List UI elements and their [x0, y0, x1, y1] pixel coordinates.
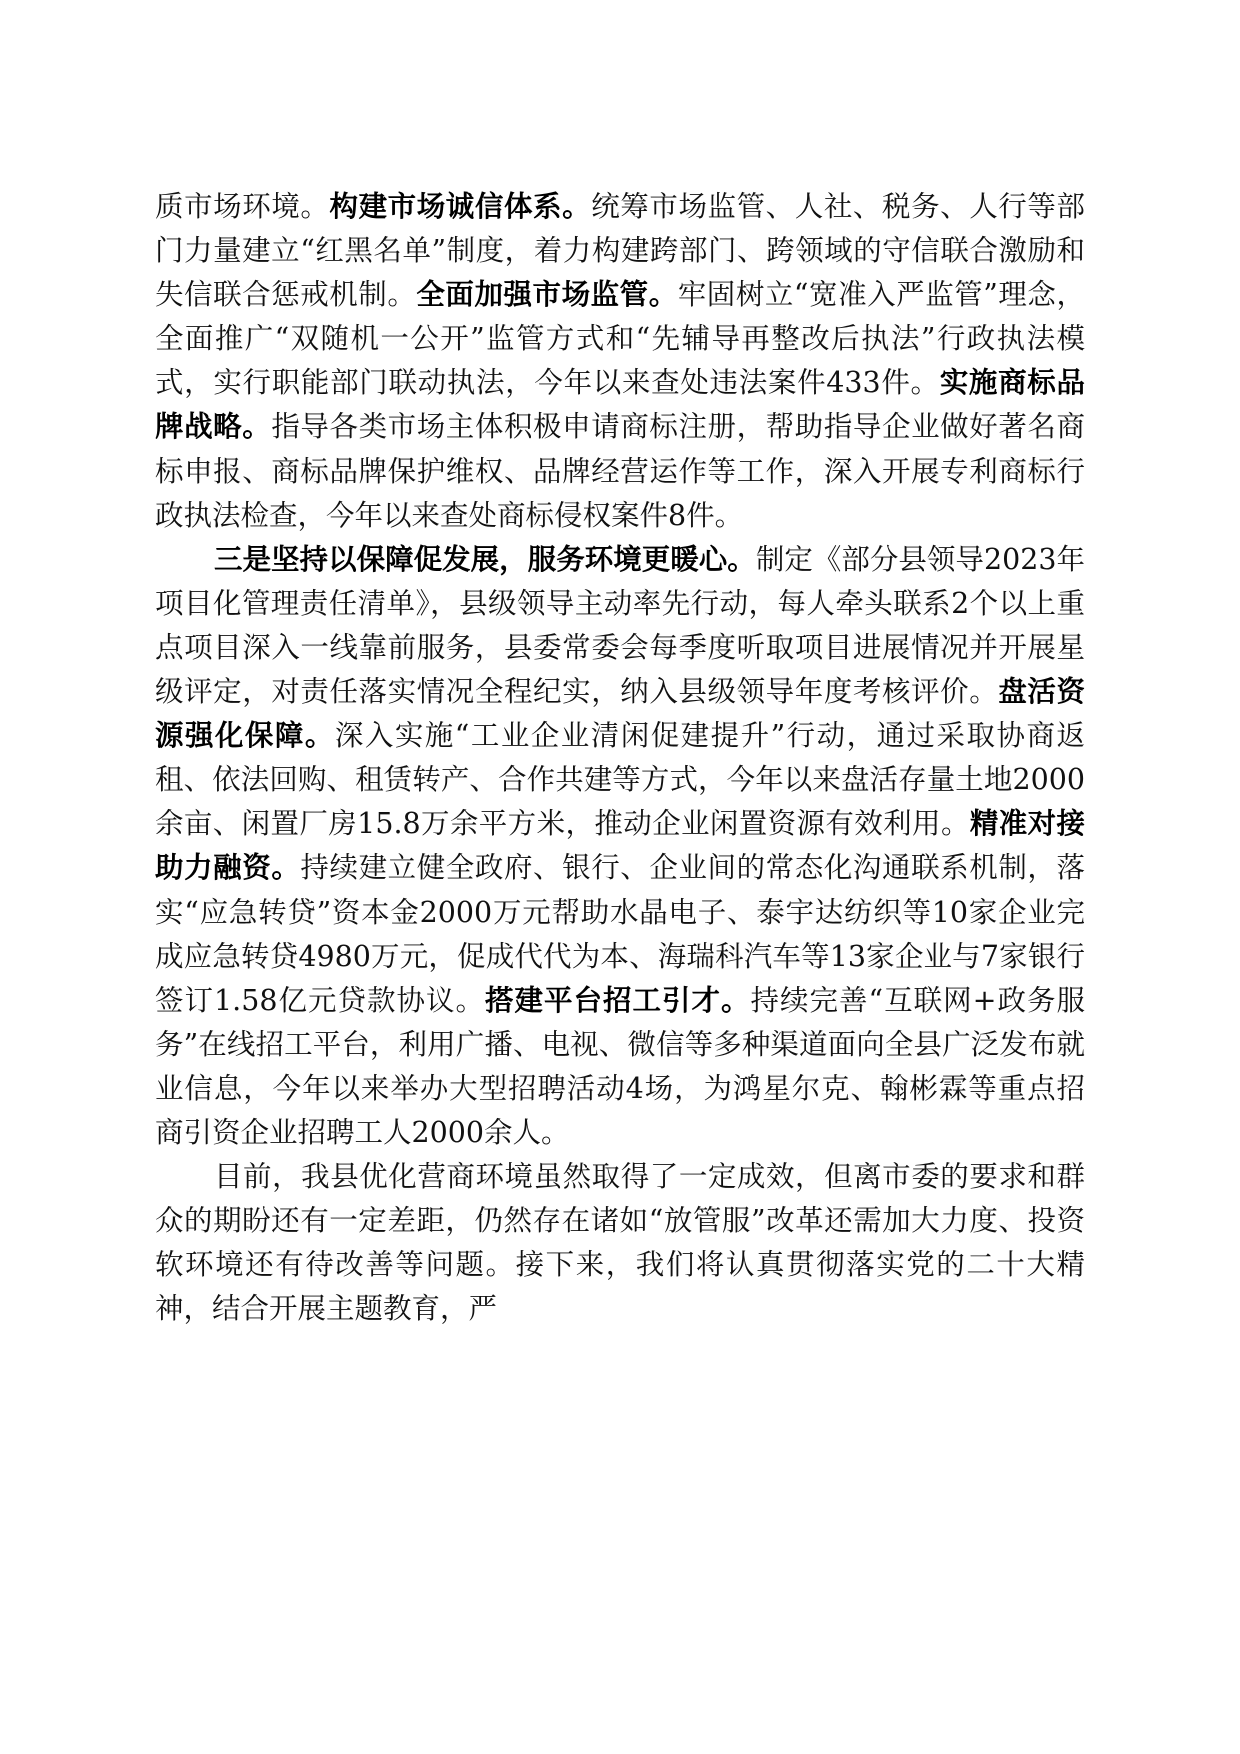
text-run: 目前，我县优化营商环境虽然取得了一定成效，但离市委的要求和群众的期盼还有一定差距，仍然存在诸如“放管服”改革还需加大力度、投资软环境还有待改善等问题。接下来，我们将认真贯彻落实党的二十大精神，结合开展主题教育，严 — [155, 1160, 1085, 1326]
text-run: 牢固树立“宽准入严监管”理念，全面推广“双随机一公开”监管方式和“先辅导再整改后执法”行政执法模式，实行职能部门联动执法，今年以来查处违法案件433件。 — [155, 278, 1085, 400]
text-run: 深入实施“工业企业清闲促建提升”行动，通过采取协商返租、依法回购、租赁转产、合作共建等方式，今年以来盘活存量土地2000余亩、闲置厂房15.8万余平方米，推动企业闲置资源有效利用。 — [155, 719, 1085, 841]
bold-heading-run: 搭建平台招工引才。 — [484, 983, 751, 1017]
paragraph — [155, 538, 1085, 1155]
document-body — [155, 185, 1085, 1331]
text-run: 质市场环境。 — [155, 190, 330, 223]
bold-heading-run: 精准对接助力融资。 — [155, 807, 1085, 885]
text-run: 持续完善“互联网+政务服务”在线招工平台，利用广播、电视、微信等多种渠道面向全县广泛发布就业信息，今年以来举办大型招聘活动4场，为鸿星尔克、翰彬霖等重点招商引资企业招聘工人2000余人。 — [155, 983, 1085, 1149]
text-run: 持续建立健全政府、银行、企业间的常态化沟通联系机制，落实“应急转贷”资本金2000万元帮助水晶电子、泰宇达纺织等10家企业完成应急转贷4980万元，促成代代为本、海瑞科汽车等13家企业与7家银行签订1.58亿元贷款协议。 — [155, 851, 1085, 1017]
text-run: 制定《部分县领导2023年项目化管理责任清单》，县级领导主动率先行动，每人牵头联系2个以上重点项目深入一线靠前服务，县委常委会每季度听取项目进展情况并开展星级评定，对责任落实情况全程纪实，纳入县级领导年度考核评价。 — [155, 542, 1085, 709]
bold-heading-run: 三是坚持以保障促发展，服务环境更暖心。 — [214, 542, 756, 576]
bold-heading-run: 构建市场诚信体系。 — [329, 190, 592, 223]
text-run: 指导各类市场主体积极申请商标注册，帮助指导企业做好著名商标申报、商标品牌保护维权、品牌经营运作等工作，深入开展专利商标行政执法检查，今年以来查处商标侵权案件8件。 — [155, 410, 1085, 532]
bold-heading-run: 盘活资源强化保障。 — [155, 675, 1085, 753]
bold-heading-run: 实施商标品牌战略。 — [155, 366, 1085, 444]
text-run: 统筹市场监管、人社、税务、人行等部门力量建立“红黑名单”制度，着力构建跨部门、跨领域的守信联合激励和失信联合惩戒机制。 — [155, 190, 1085, 312]
bold-heading-run: 全面加强市场监管。 — [416, 278, 678, 312]
paragraph — [155, 1155, 1085, 1331]
paragraph — [155, 185, 1085, 538]
